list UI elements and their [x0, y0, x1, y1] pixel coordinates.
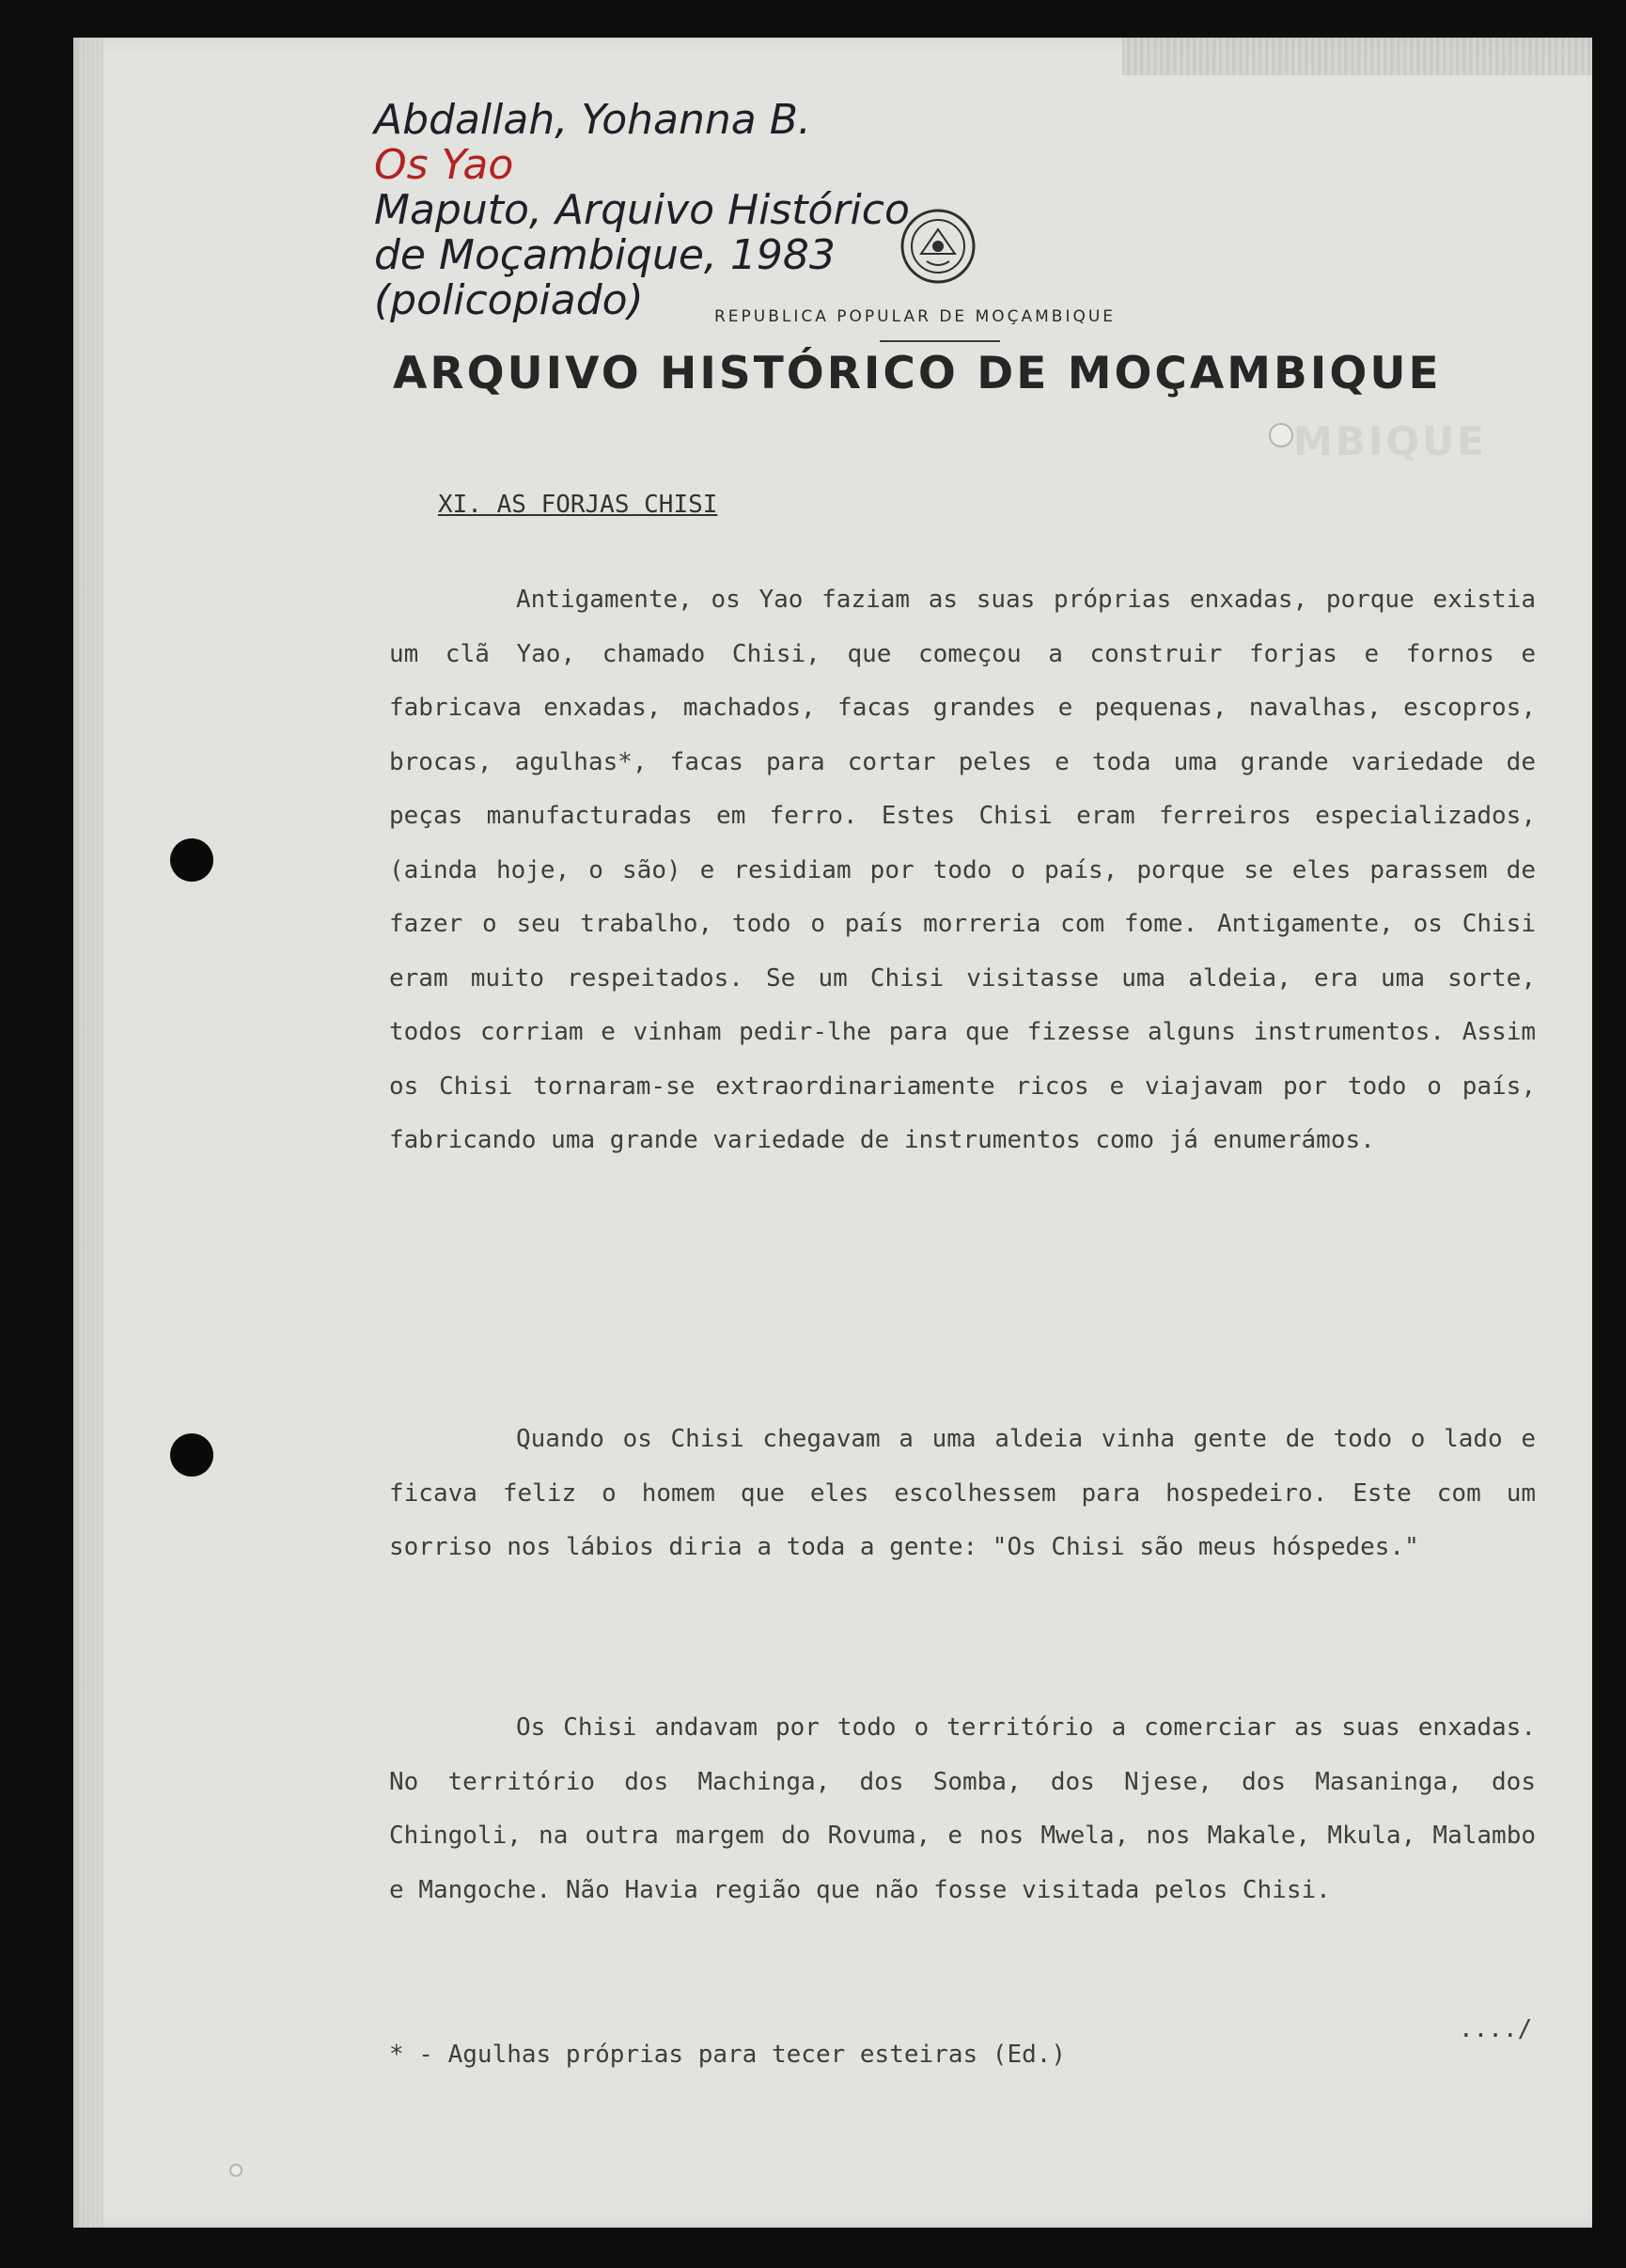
- pin-dot: [1269, 423, 1293, 447]
- section-heading: XI. AS FORJAS CHISI: [438, 491, 718, 519]
- handwritten-catalog-note: [374, 98, 910, 323]
- copy-note: (policopiado): [374, 276, 644, 324]
- header-divider: [880, 340, 1000, 342]
- punch-hole: [170, 838, 213, 882]
- place-line: de Moçambique, 1983: [374, 231, 836, 279]
- paragraph: Quando os Chisi chegavam a uma aldeia vinha gente de todo o lado e ficava feliz o homem que eles escolhessem para hospedeiro. Este com um sorriso nos lábios diria a toda a gente: "Os Chisi são meus hóspedes.": [389, 1425, 1536, 1561]
- footnote: * - Agulhas próprias para tecer esteiras (Ed.): [389, 2041, 1067, 2069]
- document-page: [73, 38, 1592, 2228]
- emblem-seal-icon: [899, 207, 977, 286]
- scan-edge-strip: [1122, 38, 1592, 75]
- author-line: Abdallah, Yohanna B.: [374, 96, 811, 144]
- page-stack-edge: [79, 38, 103, 2228]
- ghost-show-through: MBIQUE: [1293, 418, 1487, 464]
- paragraph: Os Chisi andavam por todo o território a comerciar as suas enxadas. No território dos Machinga, dos Somba, dos Njese, dos Masaninga, dos Chingoli, na outra margem do Rovuma, e nos Mwela, nos Makale, Mkula, Malambo e Mangoche. Não Havia região que não fosse visitada pelos Chisi.: [389, 1713, 1536, 1904]
- republic-header: REPUBLICA POPULAR DE MOÇAMBIQUE: [714, 307, 1117, 326]
- continuation-mark: ..../: [1459, 2015, 1533, 2043]
- paragraph: Antigamente, os Yao faziam as suas próprias enxadas, porque existia um clã Yao, chamado Chisi, que começou a construir forjas e fornos e fabricava enxadas, machados, facas grandes e pequenas, navalhas, escopros, brocas, agulhas*, facas para cortar peles e toda uma grande variedade de peças manufacturadas em ferro. Estes Chisi eram ferreiros especializados, (ainda hoje, o são) e residiam por todo o país, porque se eles parassem de fazer o seu trabalho, todo o país morreria com fome. Antigamente, os Chisi eram muito respeitados. Se um Chisi visitasse uma aldeia, era uma sorte, todos corriam e vinham pedir-lhe para que fizesse alguns instrumentos. Assim os Chisi tornaram-se extraordinariamente ricos e viajavam por todo o país, fabricando uma grande variedade de instrumentos como já enumerámos.: [389, 586, 1536, 1154]
- pin-dot: [229, 2164, 242, 2177]
- place-line: Maputo, Arquivo Histórico: [374, 186, 910, 234]
- title-line: Os Yao: [374, 141, 514, 189]
- archive-title: ARQUIVO HISTÓRICO DE MOÇAMBIQUE: [393, 348, 1442, 399]
- punch-hole: [170, 1433, 213, 1477]
